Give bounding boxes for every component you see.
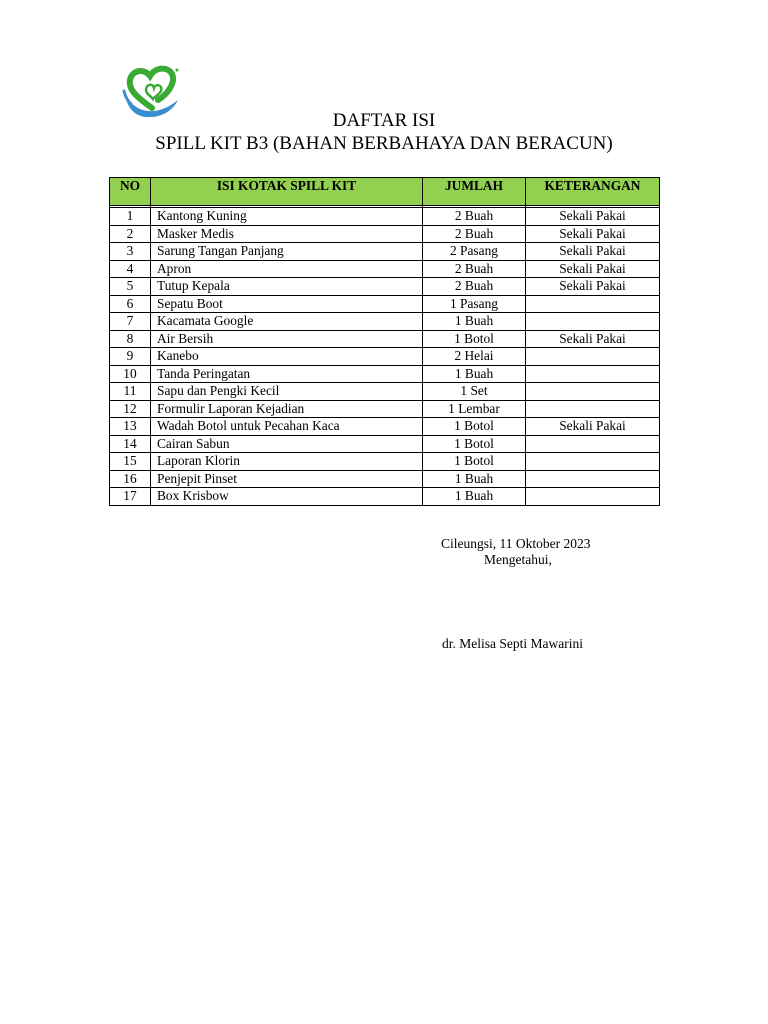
table-row	[110, 400, 660, 418]
table-row	[110, 225, 660, 243]
cell-item: Penjepit Pinset	[151, 470, 423, 488]
cell-no: 6	[110, 295, 151, 313]
cell-qty: 1 Buah	[423, 365, 526, 383]
cell-note	[526, 453, 660, 471]
header-note: KETERANGAN	[526, 178, 660, 206]
cell-note: Sekali Pakai	[526, 208, 660, 226]
cell-note	[526, 348, 660, 366]
cell-qty: 1 Lembar	[423, 400, 526, 418]
header-qty: JUMLAH	[423, 178, 526, 206]
cell-qty: 2 Buah	[423, 225, 526, 243]
cell-item: Apron	[151, 260, 423, 278]
cell-qty: 2 Buah	[423, 278, 526, 296]
cell-no: 15	[110, 453, 151, 471]
cell-note	[526, 313, 660, 331]
cell-note	[526, 383, 660, 401]
cell-item: Sepatu Boot	[151, 295, 423, 313]
table-row	[110, 383, 660, 401]
cell-qty: 1 Buah	[423, 488, 526, 506]
cell-item: Cairan Sabun	[151, 435, 423, 453]
cell-note	[526, 365, 660, 383]
cell-item: Kanebo	[151, 348, 423, 366]
cell-no: 10	[110, 365, 151, 383]
cell-qty: 1 Botol	[423, 453, 526, 471]
cell-qty: 2 Buah	[423, 208, 526, 226]
cell-note: Sekali Pakai	[526, 260, 660, 278]
cell-note: Sekali Pakai	[526, 278, 660, 296]
cell-qty: 1 Set	[423, 383, 526, 401]
cell-qty: 2 Pasang	[423, 243, 526, 261]
cell-qty: 1 Buah	[423, 470, 526, 488]
cell-no: 16	[110, 470, 151, 488]
cell-qty: 2 Helai	[423, 348, 526, 366]
table-row	[110, 295, 660, 313]
cell-no: 5	[110, 278, 151, 296]
cell-no: 17	[110, 488, 151, 506]
cell-item: Air Bersih	[151, 330, 423, 348]
cell-item: Tanda Peringatan	[151, 365, 423, 383]
cell-note	[526, 470, 660, 488]
cell-item: Kacamata Google	[151, 313, 423, 331]
cell-item: Wadah Botol untuk Pecahan Kaca	[151, 418, 423, 436]
table-row	[110, 488, 660, 506]
table-row	[110, 453, 660, 471]
table-row	[110, 260, 660, 278]
cell-note	[526, 488, 660, 506]
cell-qty: 1 Botol	[423, 330, 526, 348]
cell-no: 1	[110, 208, 151, 226]
table-row	[110, 348, 660, 366]
cell-item: Sarung Tangan Panjang	[151, 243, 423, 261]
cell-no: 12	[110, 400, 151, 418]
cell-note: Sekali Pakai	[526, 418, 660, 436]
cell-note	[526, 435, 660, 453]
cell-item: Masker Medis	[151, 225, 423, 243]
cell-item: Box Krisbow	[151, 488, 423, 506]
document-title: DAFTAR ISI	[332, 110, 436, 131]
table-row	[110, 278, 660, 296]
table-row	[110, 208, 660, 226]
header-item: ISI KOTAK SPILL KIT	[151, 178, 423, 206]
cell-qty: 2 Buah	[423, 260, 526, 278]
cell-note: Sekali Pakai	[526, 330, 660, 348]
cell-item: Laporan Klorin	[151, 453, 423, 471]
cell-qty: 1 Botol	[423, 435, 526, 453]
table-row	[110, 470, 660, 488]
cell-no: 7	[110, 313, 151, 331]
cell-note: Sekali Pakai	[526, 243, 660, 261]
table-row	[110, 418, 660, 436]
cell-no: 4	[110, 260, 151, 278]
cell-no: 14	[110, 435, 151, 453]
cell-no: 2	[110, 225, 151, 243]
place-date: Cileungsi, 11 Oktober 2023	[441, 536, 591, 551]
cell-item: Formulir Laporan Kejadian	[151, 400, 423, 418]
cell-item: Sapu dan Pengki Kecil	[151, 383, 423, 401]
cell-qty: 1 Pasang	[423, 295, 526, 313]
table-row	[110, 313, 660, 331]
spill-kit-table	[109, 177, 660, 506]
cell-no: 8	[110, 330, 151, 348]
table-row	[110, 365, 660, 383]
cell-no: 9	[110, 348, 151, 366]
signer-name: dr. Melisa Septi Mawarini	[442, 636, 583, 651]
cell-note	[526, 400, 660, 418]
table-header-row	[110, 178, 660, 206]
document-subtitle: SPILL KIT B3 (BAHAN BERBAHAYA DAN BERACUN)	[155, 133, 613, 154]
table-row	[110, 330, 660, 348]
table-row	[110, 243, 660, 261]
cell-no: 13	[110, 418, 151, 436]
cell-item: Tutup Kepala	[151, 278, 423, 296]
cell-note: Sekali Pakai	[526, 225, 660, 243]
cell-no: 3	[110, 243, 151, 261]
header-no: NO	[110, 178, 151, 206]
cell-item: Kantong Kuning	[151, 208, 423, 226]
acknowledged-label: Mengetahui,	[484, 552, 552, 567]
cell-note	[526, 295, 660, 313]
cell-qty: 1 Botol	[423, 418, 526, 436]
table-row	[110, 435, 660, 453]
cell-qty: 1 Buah	[423, 313, 526, 331]
cell-no: 11	[110, 383, 151, 401]
